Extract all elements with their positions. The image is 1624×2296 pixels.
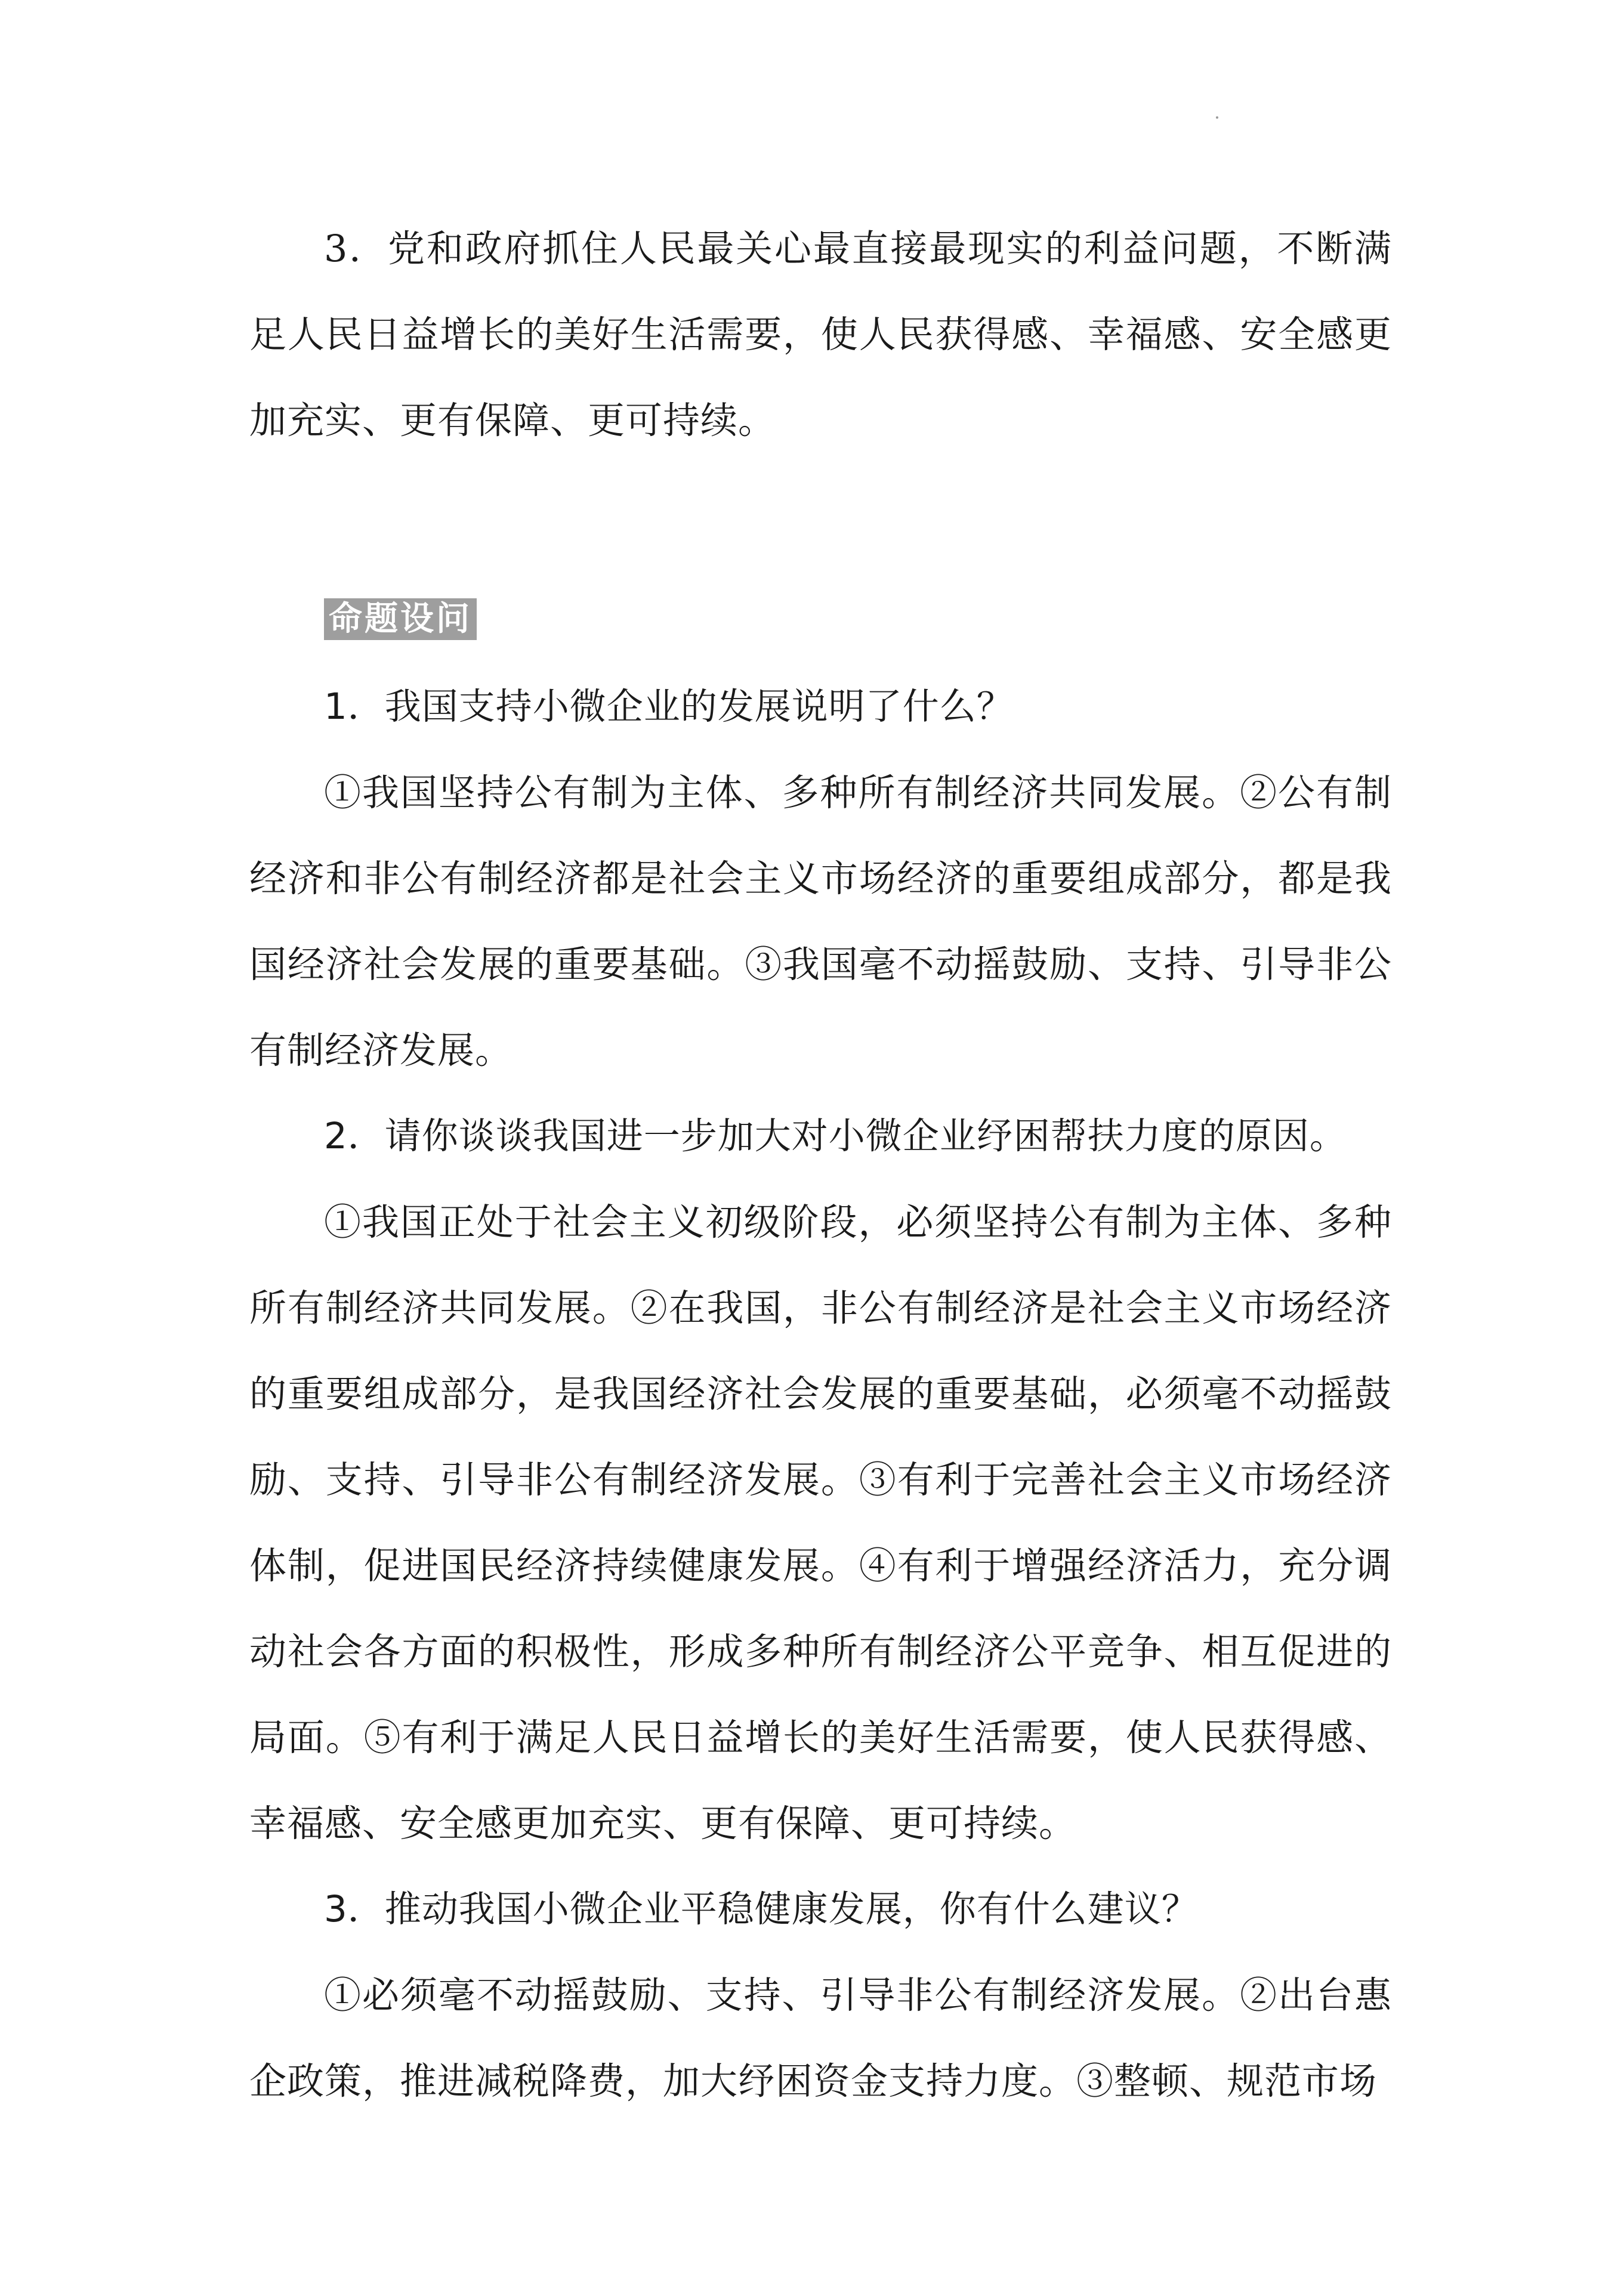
question-1: 1．我国支持小微企业的发展说明了什么？ [324,685,1014,728]
document-body [249,206,1392,2124]
section-spacer [249,463,1392,594]
answer-3: ①必须毫不动摇鼓励、支持、引导非公有制经济发展。②出台惠企政策，推进减税降费，加大纾困资金支持力度。③整顿、规范市场 [249,1973,1392,2103]
answer-1: ①我国坚持公有制为主体、多种所有制经济共同发展。②公有制经济和非公有制经济都是社会主义市场经济的重要组成部分，都是我国经济社会发展的重要基础。③我国毫不动摇鼓励、支持、引导非公有制经济发展。 [249,771,1392,1072]
section-label-badge: 命题设问 [324,598,477,640]
intro-paragraph: 3．党和政府抓住人民最关心最直接最现实的利益问题，不断满足人民日益增长的美好生活需要，使人民获得感、幸福感、安全感更加充实、更有保障、更可持续。 [249,227,1392,442]
question-2: 2．请你谈谈我国进一步加大对小微企业纾困帮扶力度的原因。 [324,1115,1347,1157]
question-3: 3．推动我国小微企业平稳健康发展，你有什么建议？ [324,1888,1199,1930]
section-label-row [249,594,1392,664]
scan-mark [1216,116,1218,119]
answer-2: ①我国正处于社会主义初级阶段，必须坚持公有制为主体、多种所有制经济共同发展。②在我国，非公有制经济是社会主义市场经济的重要组成部分，是我国经济社会发展的重要基础，必须毫不动摇鼓励、支持、引导非公有制经济发展。③有利于完善社会主义市场经济体制，促进国民经济持续健康发展。④有利于增强经济活力，充分调动社会各方面的积极性，形成多种所有制经济公平竞争、相互促进的局面。⑤有利于满足人民日益增长的美好生活需要，使人民获得感、幸福感、安全感更加充实、更有保障、更可持续。 [249,1200,1392,1845]
